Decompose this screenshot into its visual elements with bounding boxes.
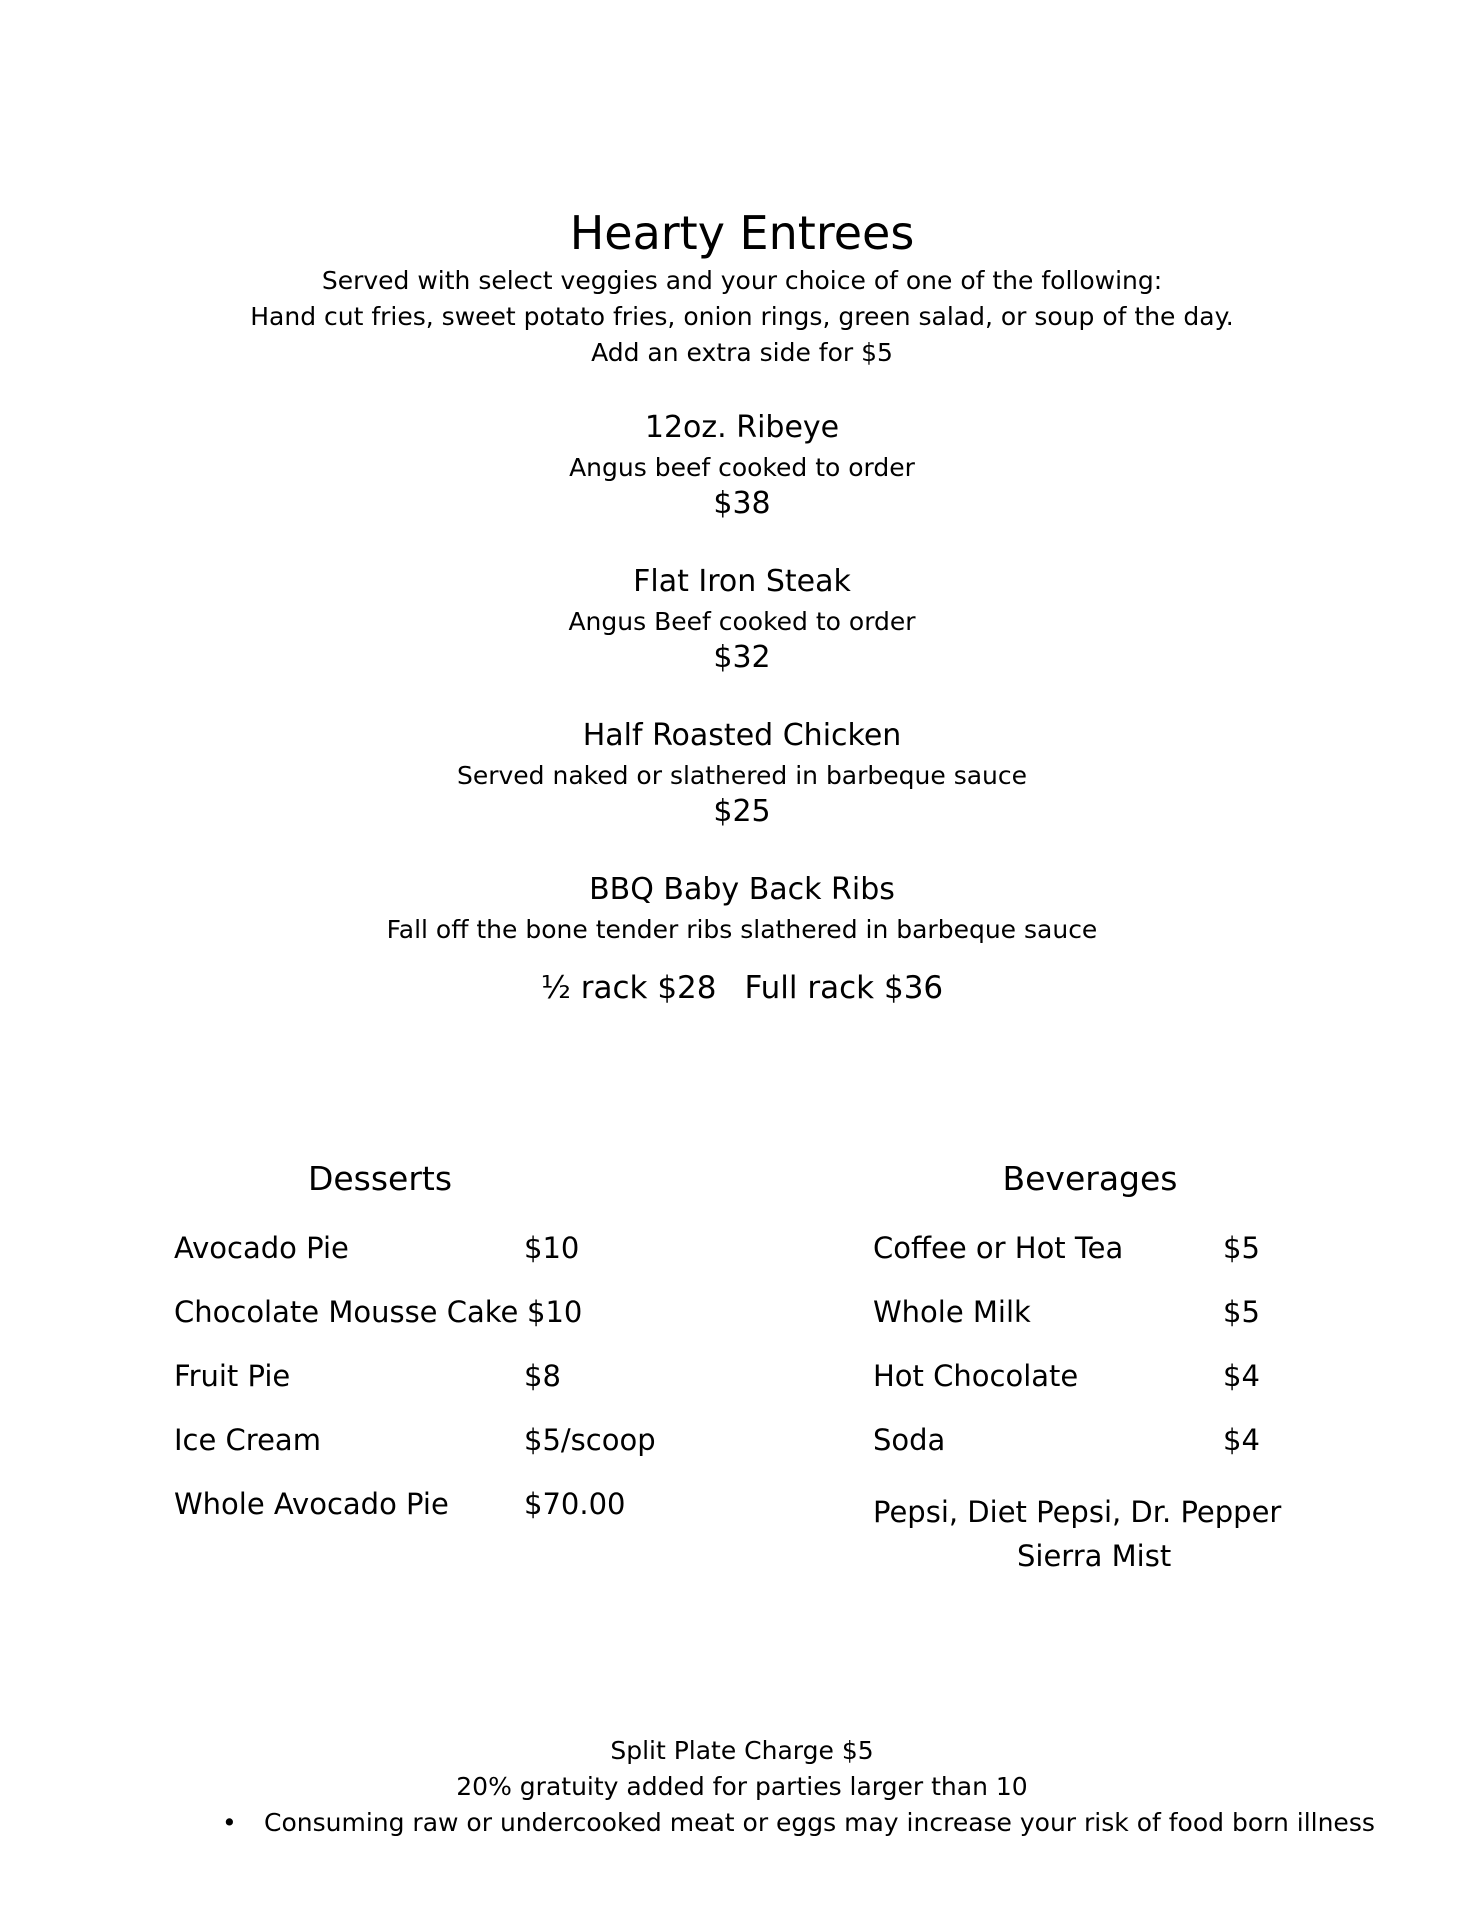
entrees-intro-line: Hand cut fries, sweet potato fries, onion rings, green salad, or soup of the day. (250, 302, 1234, 331)
food-safety-notice (222, 1805, 1375, 1841)
entrees-intro (0, 263, 1484, 371)
beverage-name: Coffee or Hot Tea (873, 1231, 1124, 1265)
ribs-half-rack-price: ½ rack $28 (540, 970, 717, 1006)
entree-description: Angus Beef cooked to order (568, 607, 916, 636)
entrees-intro-line: Served with select veggies and your choice of one of the following: (321, 266, 1163, 295)
dessert-price: $10 (527, 1295, 583, 1329)
beverage-price: $5 (1223, 1295, 1260, 1329)
beverage-price: $4 (1223, 1359, 1260, 1393)
entree-name: 12oz. Ribeye (644, 410, 840, 445)
food-safety-text: Consuming raw or undercooked meat or eggs may increase your risk of food born illness (264, 1808, 1375, 1837)
beverage-price: $4 (1223, 1423, 1260, 1457)
beverage-name: Soda (873, 1423, 946, 1457)
dessert-name: Chocolate Mousse Cake (174, 1295, 519, 1329)
dessert-price: $5/scoop (524, 1423, 656, 1457)
entrees-title: Hearty Entrees (569, 206, 915, 260)
list-item (873, 1228, 1353, 1292)
list-item (873, 1356, 1353, 1420)
soda-brands (873, 1490, 1281, 1578)
entrees-intro-line: Add an extra side for $5 (591, 338, 893, 367)
dessert-name: Ice Cream (174, 1423, 321, 1457)
list-item (174, 1292, 734, 1356)
list-item (174, 1420, 734, 1484)
beverages-list (873, 1228, 1353, 1484)
entree-description: Served naked or slathered in barbeque sauce (456, 761, 1028, 790)
entree-price: $25 (713, 794, 771, 829)
soda-brands-line: Pepsi, Diet Pepsi, Dr. Pepper (873, 1495, 1282, 1529)
entree-name: BBQ Baby Back Ribs (589, 872, 895, 907)
beverages-heading: Beverages (1002, 1159, 1178, 1198)
bullet-icon: • (222, 1808, 237, 1837)
entree-name: Half Roasted Chicken (582, 718, 902, 753)
beverage-name: Hot Chocolate (873, 1359, 1079, 1393)
list-item (873, 1420, 1353, 1484)
ribs-full-rack-price: Full rack $36 (744, 970, 944, 1006)
entree-description: Angus beef cooked to order (569, 453, 915, 482)
dessert-name: Fruit Pie (174, 1359, 291, 1393)
entree-price: $38 (713, 486, 771, 521)
entree-price: $32 (713, 640, 771, 675)
dessert-price: $8 (524, 1359, 561, 1393)
beverage-name: Whole Milk (873, 1295, 1031, 1329)
footer-notes (0, 1733, 1484, 1805)
dessert-price: $70.00 (524, 1487, 626, 1521)
list-item (873, 1292, 1353, 1356)
split-plate-charge: Split Plate Charge $5 (610, 1736, 874, 1765)
desserts-heading: Desserts (307, 1159, 453, 1198)
entree-description: Fall off the bone tender ribs slathered in barbeque sauce (386, 915, 1098, 944)
entree-name: Flat Iron Steak (633, 564, 851, 599)
list-item (174, 1484, 734, 1548)
ribs-prices (0, 968, 1484, 1008)
dessert-name: Whole Avocado Pie (174, 1487, 449, 1521)
dessert-price: $10 (524, 1231, 580, 1265)
soda-brands-line: Sierra Mist (1017, 1539, 1172, 1573)
desserts-list (174, 1228, 734, 1548)
dessert-name: Avocado Pie (174, 1231, 349, 1265)
list-item (174, 1228, 734, 1292)
list-item (174, 1356, 734, 1420)
gratuity-note: 20% gratuity added for parties larger than 10 (456, 1772, 1028, 1801)
beverage-price: $5 (1223, 1231, 1260, 1265)
